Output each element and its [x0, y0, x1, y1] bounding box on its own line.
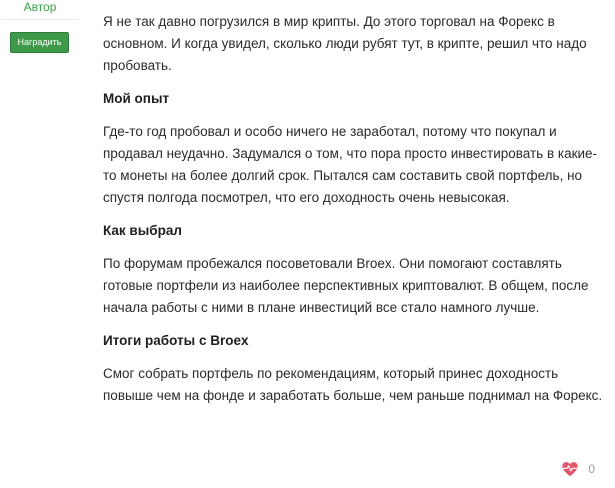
- like-widget: [561, 459, 595, 479]
- author-label: Автор: [23, 0, 57, 14]
- heading-how-chose: Как выбрал: [103, 223, 182, 238]
- review-paragraph-experience: Где-то год пробовал и особо ничего не заработал, потому что покупал и продавал неудачно. Задумался о том, что пора просто инвестировать в какие-то монеты на более долгий срок. Пытался сам составить свой портфель, но спустя полгода посмотрел, что его доходность очень невысокая.: [103, 124, 598, 205]
- heading-my-experience: Мой опыт: [103, 91, 170, 106]
- like-count: 0: [588, 462, 595, 476]
- review-paragraph-results: Смог собрать портфель по рекомендациям, который принес доходность повыше чем на фонде и заработать больше, чем раньше поднимал на Форекс.: [103, 366, 603, 403]
- reward-button[interactable]: Наградить: [10, 32, 69, 53]
- heart-pulse-icon[interactable]: [561, 461, 579, 477]
- review-paragraph-intro: Я не так давно погрузился в мир крипты. До этого торговал на Форекс в основном. И когда увидел, сколько люди рубят тут, в крипте, решил что надо пробовать.: [103, 14, 587, 73]
- heading-results: Итоги работы с Broex: [103, 333, 249, 348]
- author-sidebar: [0, 0, 80, 488]
- review-paragraph-choice: По форумам пробежался посоветовали Broex. Они помогают составлять готовые портфели из наиболее перспективных криптовалют. В общем, после начала работы с ними в плане инвестиций все стало намного лучше.: [103, 256, 589, 315]
- review-body: [103, 11, 603, 418]
- author-divider: [2, 19, 78, 20]
